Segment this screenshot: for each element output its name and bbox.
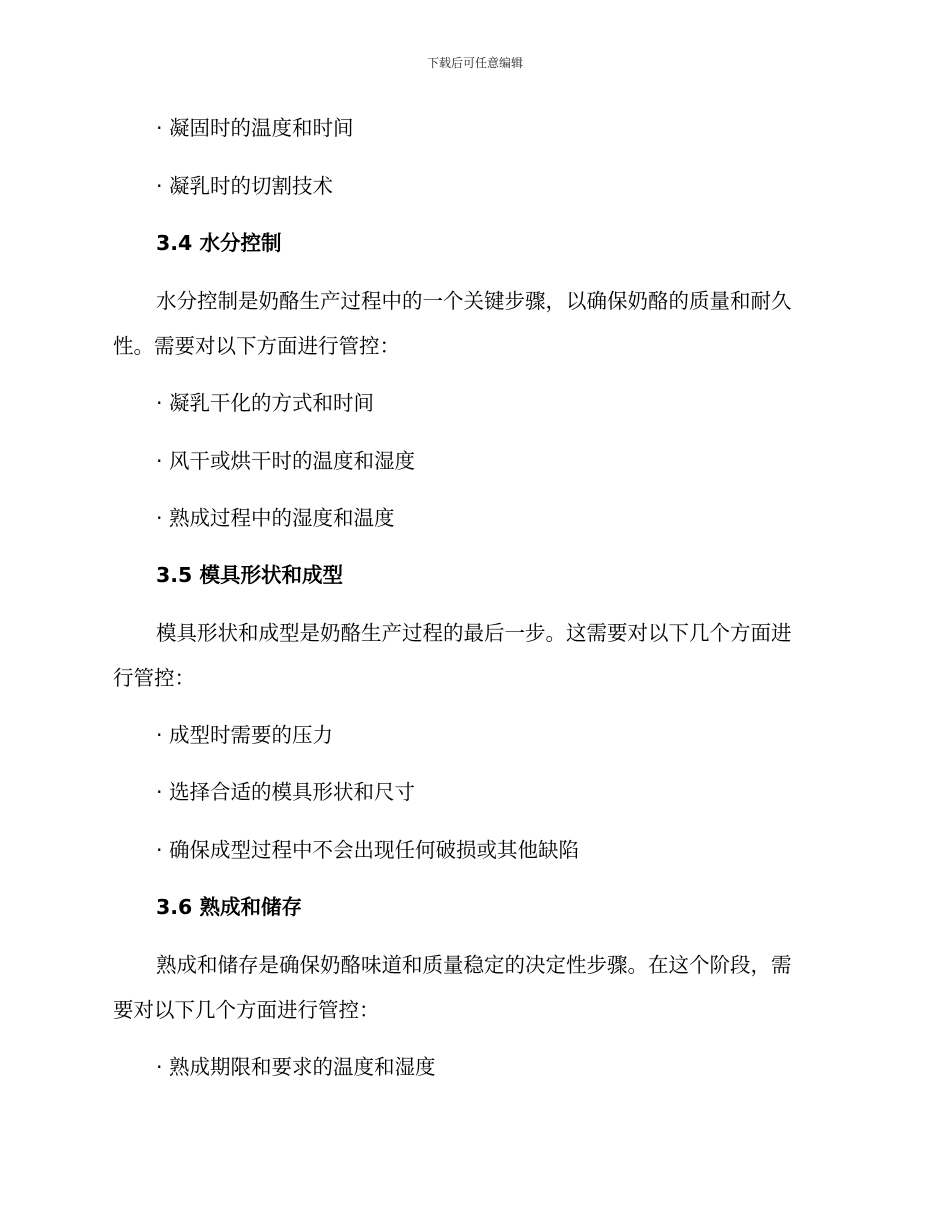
bullet-item: · 熟成期限和要求的温度和湿度 xyxy=(156,1055,436,1079)
bullet-item: · 熟成过程中的湿度和温度 xyxy=(156,506,395,530)
paragraph-line: 模具形状和成型是奶酪生产过程的最后一步。这需要对以下几个方面进 xyxy=(156,621,792,645)
paragraph-line: 要对以下几个方面进行管控： xyxy=(113,998,380,1022)
bullet-item: · 凝乳时的切割技术 xyxy=(156,174,334,198)
paragraph-line: 行管控： xyxy=(113,666,195,690)
bullet-item: · 凝固时的温度和时间 xyxy=(156,116,354,140)
paragraph-line: 水分控制是奶酪生产过程中的一个关键步骤，以确保奶酪的质量和耐久 xyxy=(156,289,792,313)
paragraph-line: 性。需要对以下方面进行管控： xyxy=(113,334,400,358)
bullet-item: · 成型时需要的压力 xyxy=(156,723,334,747)
bullet-item: · 凝乳干化的方式和时间 xyxy=(156,391,375,415)
section-heading-3-5: 3.5 模具形状和成型 xyxy=(156,563,343,587)
page-header: 下载后可任意编辑 xyxy=(426,56,523,70)
bullet-item: · 风干或烘干时的温度和湿度 xyxy=(156,449,416,473)
bullet-item: · 选择合适的模具形状和尺寸 xyxy=(156,780,416,804)
section-heading-3-6: 3.6 熟成和储存 xyxy=(156,895,302,919)
bullet-item: · 确保成型过程中不会出现任何破损或其他缺陷 xyxy=(156,838,580,862)
paragraph-line: 熟成和储存是确保奶酪味道和质量稳定的决定性步骤。在这个阶段，需 xyxy=(156,953,792,977)
section-heading-3-4: 3.4 水分控制 xyxy=(156,231,282,255)
